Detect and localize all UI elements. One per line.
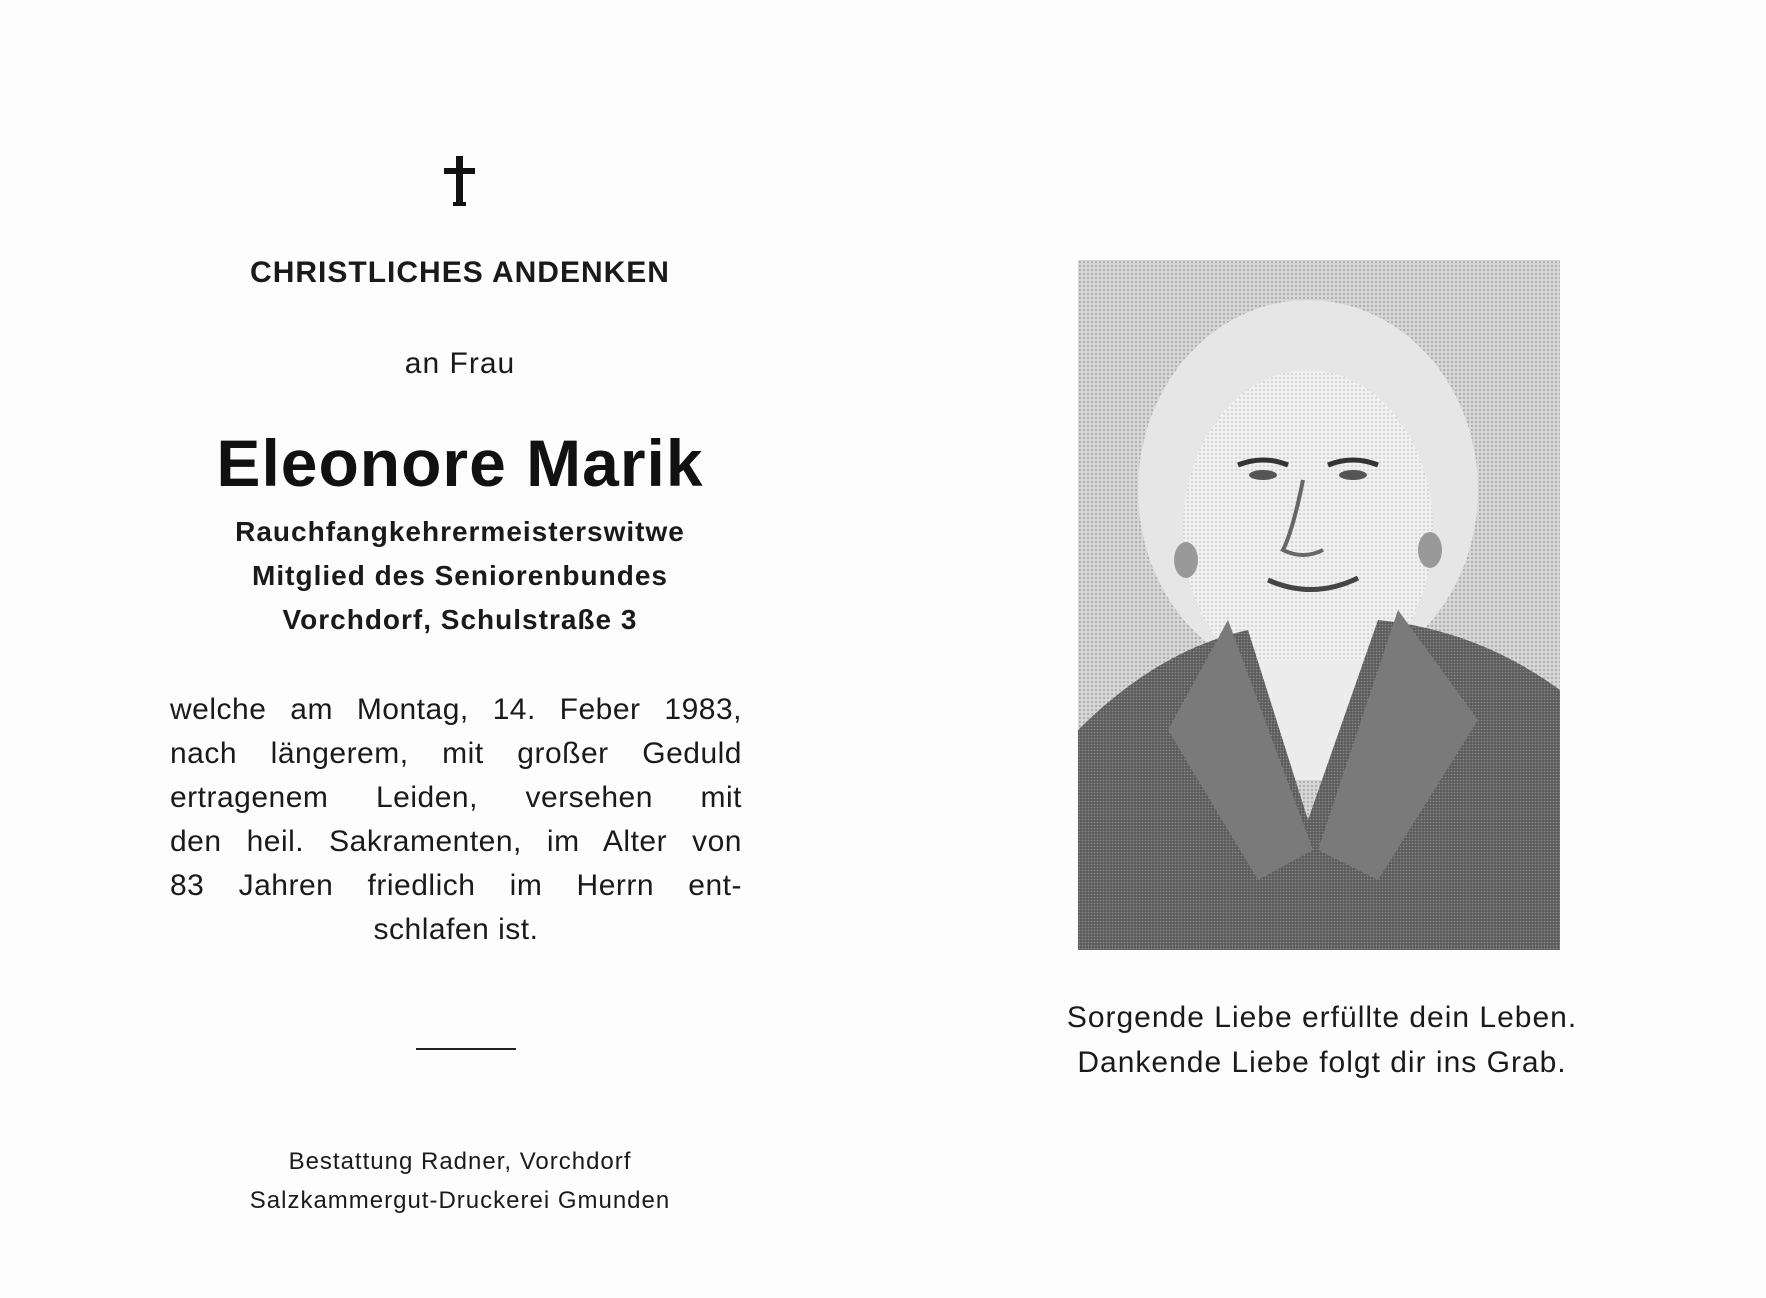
divider-rule [416, 1048, 516, 1050]
deceased-name: Eleonore Marik [216, 426, 704, 500]
obituary-text [170, 688, 742, 952]
address: Vorchdorf, Schulstraße 3 [282, 604, 638, 635]
membership: Mitglied des Seniorenbundes [252, 560, 668, 591]
obituary-line: ertragenem Leiden, versehen mit [170, 781, 742, 814]
obituary-line: 83 Jahren friedlich im Herrn ent- [170, 869, 742, 902]
portrait-photo [1078, 260, 1560, 950]
salutation: an Frau [404, 347, 516, 380]
cross-icon [432, 154, 490, 212]
quote-line: Dankende Liebe folgt dir ins Grab. [1077, 1046, 1567, 1079]
occupation: Rauchfangkehrermeisterswitwe [235, 516, 685, 547]
obituary-line: schlafen ist. [373, 913, 539, 946]
funeral-home: Bestattung Radner, Vorchdorf [288, 1148, 632, 1175]
quote-line: Sorgende Liebe erfüllte dein Leben. [1066, 1001, 1578, 1034]
portrait-illustration [1078, 260, 1560, 950]
printer-credit: Salzkammergut-Druckerei Gmunden [249, 1187, 671, 1214]
obituary-line: den heil. Sakramenten, im Alter von [170, 825, 742, 858]
obituary-line: nach längerem, mit großer Geduld [170, 737, 742, 770]
memorial-heading: CHRISTLICHES ANDENKEN [250, 256, 670, 289]
obituary-line: welche am Montag, 14. Feber 1983, [170, 693, 742, 726]
